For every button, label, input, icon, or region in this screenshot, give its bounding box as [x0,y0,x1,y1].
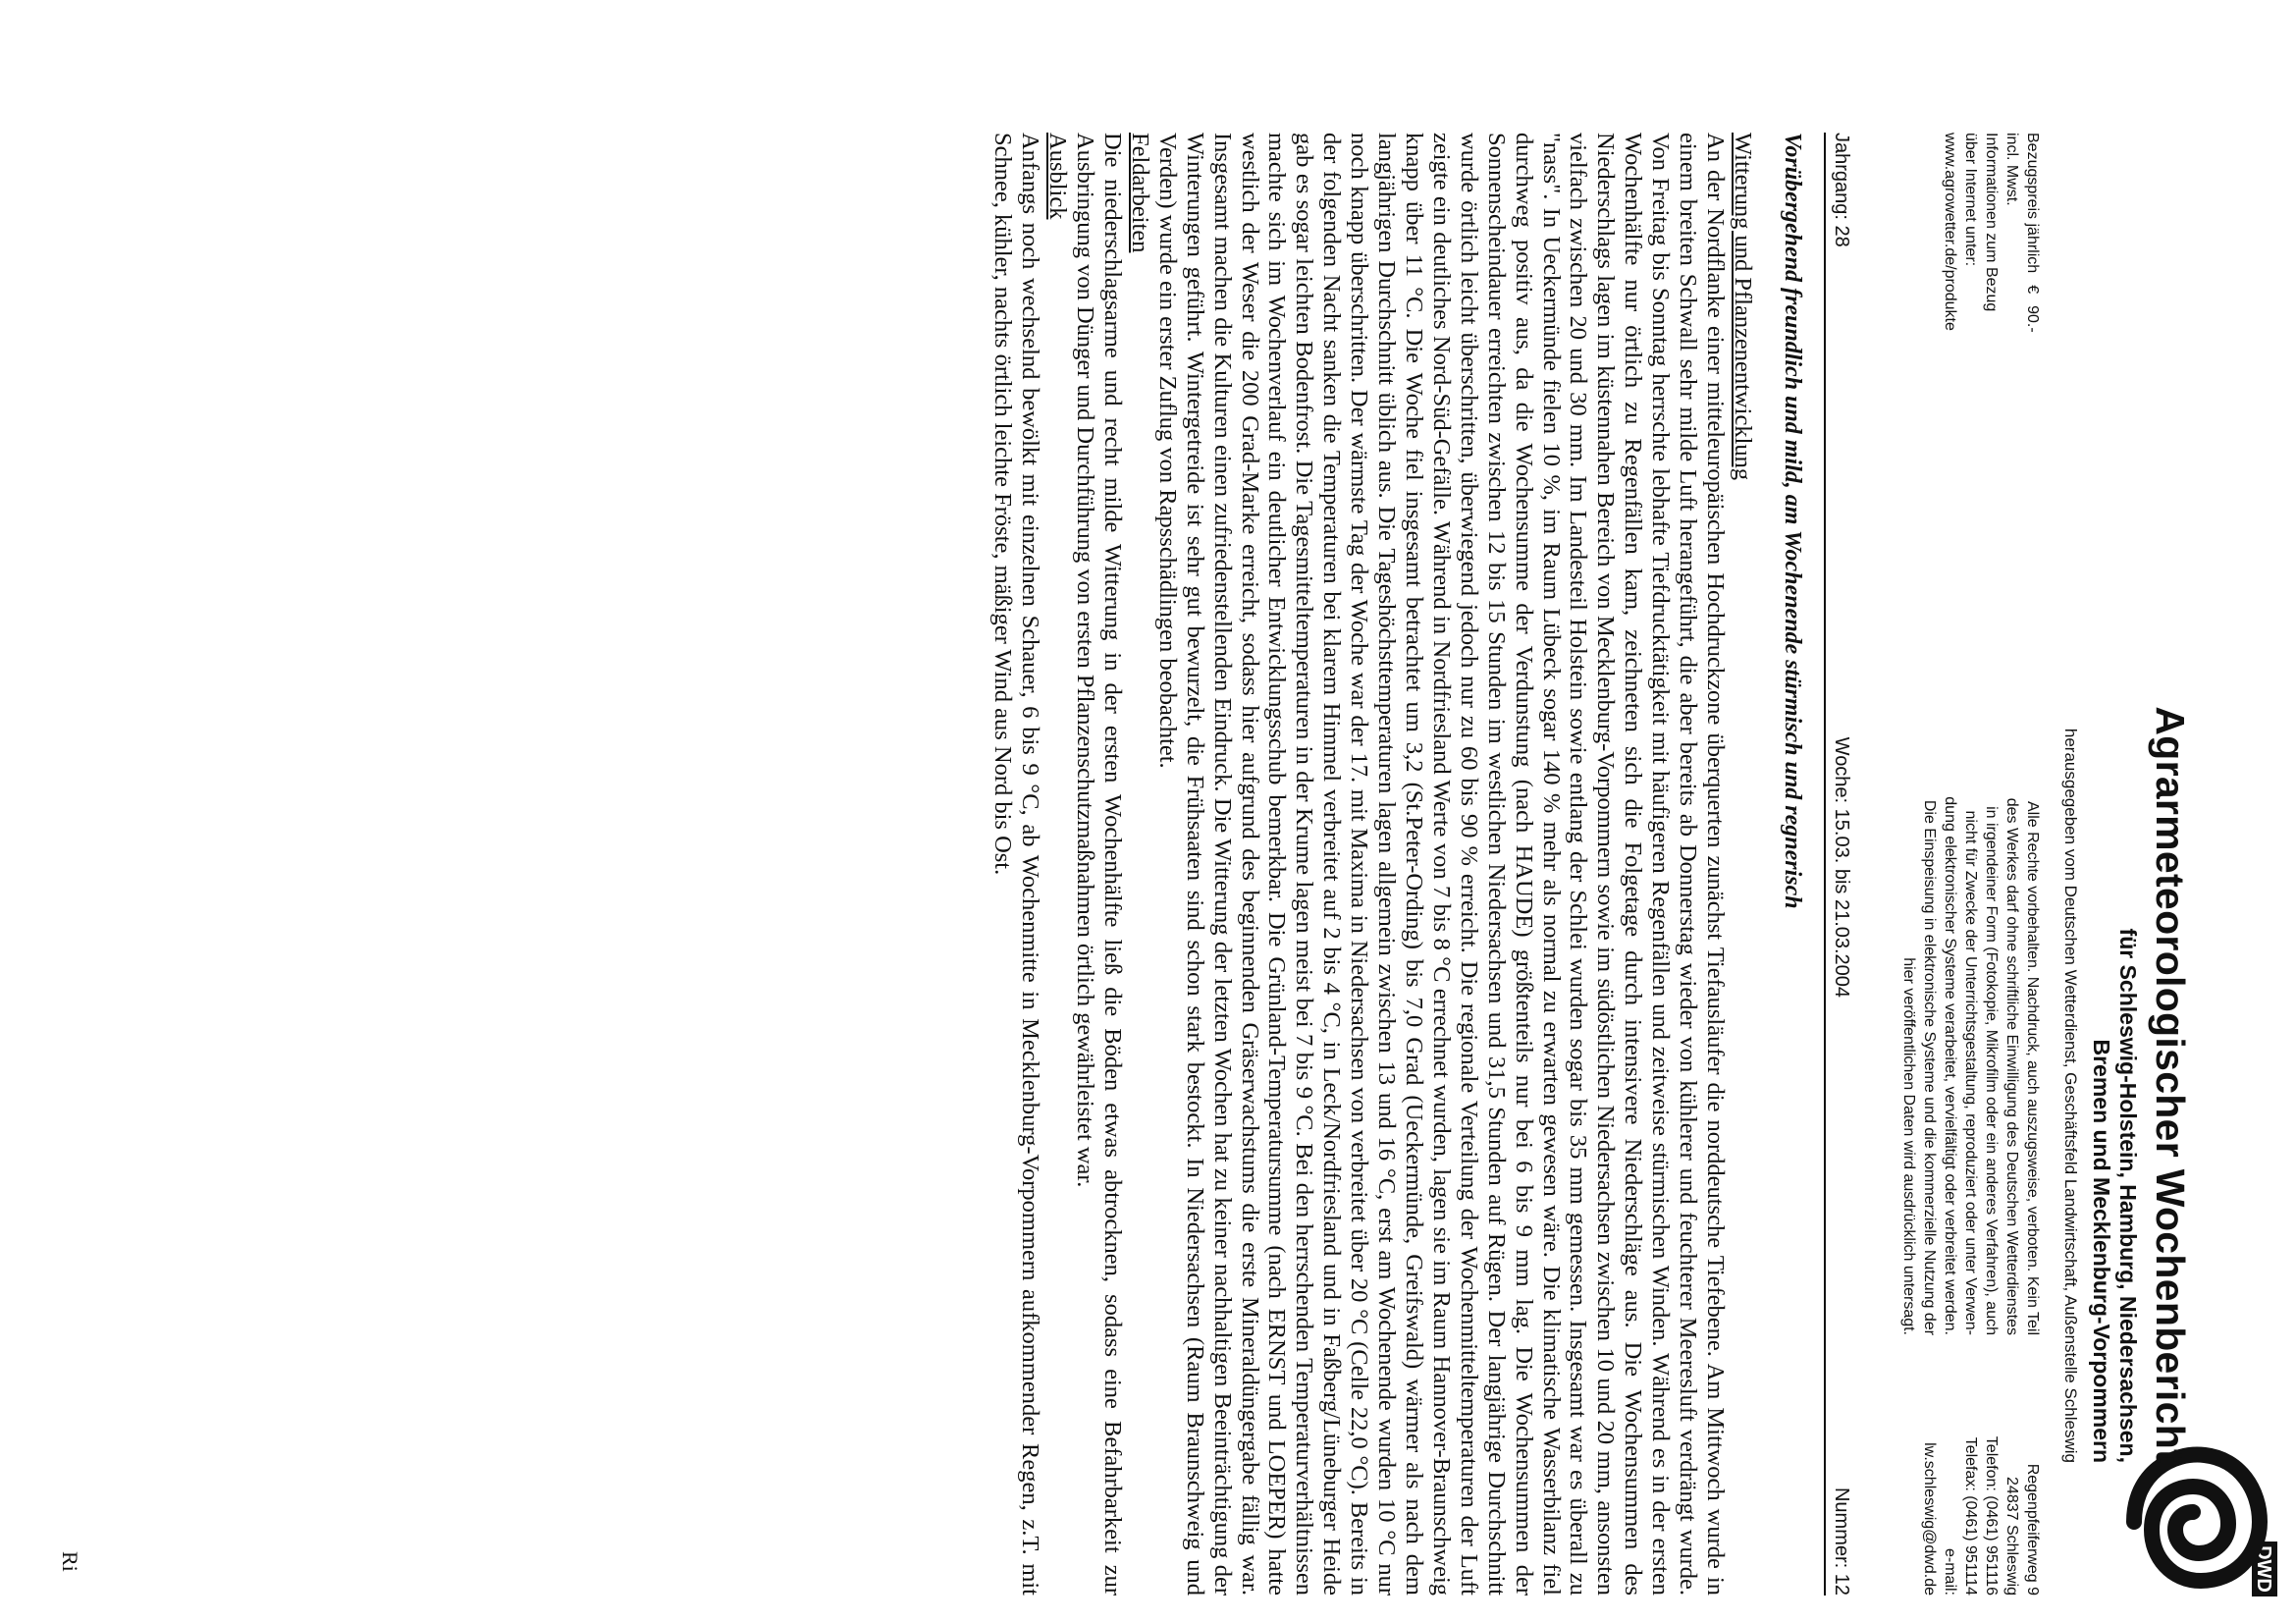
logo-text: DWD [2253,1545,2274,1593]
price-tax: incl. Mwst. [2003,133,2020,206]
address-street: Regenpfeiferweg 9 [2024,1463,2041,1596]
subtitle-line-1: für Schleswig-Holstein, Hamburg, Niedersachsen, [2115,928,2141,1463]
address-email-label: e-mail: [1942,1547,1958,1596]
rights-line: hier veröffentlichen Daten wird ausdrücklich untersagt. [1900,957,1917,1335]
address-block [1919,1335,2043,1596]
rights-line: des Werkes darf ohne schriftliche Einwilligung des Deutschen Wetterdienstes [2003,797,2020,1335]
info-line-2: über Internet unter: [1962,133,1979,267]
rights-line: Alle Rechte vorbehalten. Nachdruck, auch auszugsweise, verboten. Kein Teil [2024,800,2041,1335]
report-subtitle [2088,39,2141,1463]
price-row [2022,133,2043,417]
report-body [988,133,1756,1596]
section-heading-fieldwork: Feldarbeiten [1126,133,1153,253]
section-text-outlook: Anfangs noch wechselnd bewölkt mit einzelnen Schauer, 6 bis 9 °C, ab Wochenmitte in Mecklenburg-Vorpommern aufkommender Regen, z.T. mit Schnee, kühler, nachts örtlich leichte Fröste, mäßiger Wind aus Nord bis Ost. [989,133,1044,1596]
price-currency: € [2024,285,2041,295]
report-headline: Vorübergehend freundlich und mild, am Wochenende stürmisch und regnerisch [1780,133,1805,909]
publisher-line: herausgegeben vom Deutschen Wetterdienst, Geschäftsfeld Landwirtschaft, Außenstelle Schleswig [2061,728,2080,1463]
rights-line: in irgendeiner Form (Fotokopie, Mikrofilm oder ein anderes Verfahren), auch [1983,806,2000,1335]
section-text-fieldwork: Die niederschlagsarme und recht milde Witterung in der ersten Wochenhälfte ließ die Böden etwas abtrocknen, sodass eine Befahrbarkeit zur Ausbringung von Dünger und Durchführung von ersten Pflanzenschutzmaßnahmen örtlich gewährleistet war. [1072,133,1126,1596]
report-title: Agrarmeteorologischer Wochenbericht [2148,706,2193,1463]
issue-number: Nummer: 12 [1831,1487,1852,1596]
price-amount: 90.- [2024,305,2041,333]
page-mark: Ri [58,1551,82,1572]
price-label: Bezugspreis jährlich [2024,133,2041,274]
week-label: Woche: 15.03. bis 21.03.2004 [1831,736,1852,999]
issue-meta-bar [1824,133,1852,1596]
address-email[interactable]: lw.schleswig@dwd.de [1921,1442,1938,1596]
info-line-1: Informationen zum Bezug [1983,133,2000,312]
rights-line: dung elektronischer Systeme verarbeitet, vervielfältigt oder verbreitet werden. [1942,796,1958,1335]
address-city: 24837 Schleswig [2003,1477,2020,1596]
product-url[interactable]: www.agrowetter.de/produkte [1942,133,1958,331]
volume-label: Jahrgang: 28 [1831,133,1852,247]
section-heading-weather: Witterung und Pflanzenentwicklung [1730,133,1756,481]
subtitle-line-2: Bremen und Mecklenburg-Vorpommern [2089,1039,2114,1463]
address-fax: Telefax: (0461) 951114 [1962,1436,1979,1596]
section-heading-outlook: Ausblick [1044,133,1072,220]
section-text-weather: An der Nordflanke einer mitteleuropäischen Hochdruckzone überquerten zunächst Tiefausläufer die norddeutsche Tiefebene. Am Mittwoch wurde in einem breiten Schwall sehr milde Luft herangeführt, die aber bereits ab Donnerstag wieder von kühlerer und feuchterer Meeresluft verdrängt wurde. Von Freitag bis Sonntag herrschte lebhafte Tiefdrucktätigkeit mit häufigeren Regenfällen und zeitweise stürmischen Winden. Während es in der ersten Wochenhälfte nur örtlich zu Regenfällen kam, zeichneten sich die Folgetage durch intensivere Niederschläge aus. Die Wochensummen des Niederschlags lagen im küstennahen Bereich von Mecklenburg-Vorpommern sowie im südöstlichen Niedersachsen zwischen 10 und 20 mm, ansonsten vielfach zwischen 20 und 30 mm. Im Landesteil Holstein sowie entlang der Schlei wurden sogar bis 35 mm gemessen. Insgesamt war es überall zu "nass". In Ueckermünde fielen 10 %, im Raum Lübeck sogar 140 % mehr als normal zu erwarten gewesen wäre. Die klimatische Wasserbilanz fiel durchweg positiv aus, da die Wochensumme der Verdunstung (nach HAUDE) größtenteils nur bei 6 bis 9 mm lag. Die Wochensummen der Sonnenscheindauer erreichten zwischen 12 bis 15 Stunden im westlichen Niedersachsen und 31,5 Stunden auf Rügen. Der langjährige Durchschnitt wurde örtlich leicht überschritten, überwiegend jedoch nur zu 60 bis 90 % erreicht. Die regionale Verteilung der Wochenmitteltemperaturen der Luft zeigte ein deutliches Nord-Süd-Gefälle. Während in Nordfriesland Werte von 7 bis 8 °C errechnet wurden, lagen sie im Raum Hannover-Braunschweig knapp über 11 °C. Die Woche fiel insgesamt betrachtet um 3,2 (St.Peter-Ording) bis 7,0 Grad (Ueckermünde, Greifswald) wärmer als nach dem langjährigen Durchschnitt üblich aus. Die Tageshöchsttemperaturen lagen allgemein zwischen 13 und 16 °C, erst am Wochenende wurden 10 °C nur noch knapp überschritten. Der wärmste Tag der Woche war der 17. mit Maxima in Niedersachsen von verbreitet über 20 °C (Celle 22,0 °C). Bereits in der folgenden Nacht sanken die Temperaturen bei klarem Himmel verbreitet auf 2 bis 4 °C, in Leck/Nordfriesland und in Faßberg/Lüneburger Heide gab es sogar leichten Bodenfrost. Die Tagesmitteltemperaturen in der Krume lagen meist bei 7 bis 9 °C. Bei den herrschenden Temperaturverhältnissen machte sich im Wochenverlauf ein deutlicher Entwicklungsschub bemerkbar. Die Grünland-Temperatursumme (nach ERNST und LOEPER) hatte westlich der Weser die 200 Grad-Marke erreicht, sodass hier aufgrund des beginnenden Gräserwachstums die erste Mineraldüngergabe fällig war. Insgesamt machen die Kulturen einen zufriedenstellenden Eindruck. Die Witterung der letzten Wochen hat zu keiner nachhaltigen Beeinträchtigung der Winterungen geführt. Wintergetreide ist sehr gut bewurzelt, die Frühsaaten sind schon stark bestockt. In Niedersachsen (Raum Braunschweig und Verden) wurde ein erster Zuflug von Rapsschädlingen beobachtet. [1153,133,1729,1596]
dwd-logo [2124,1443,2281,1600]
rights-line: nicht für Zwecke der Unterrichtsgestaltung, reproduziert oder unter Verwen- [1962,810,1979,1335]
rights-line: Die Einspeisung in elektronische Systeme und die kommerzielle Nutzung der [1921,799,1938,1335]
copyright-notice [1898,412,2043,1335]
address-phone: Telefon: (0461) 951116 [1983,1435,2000,1596]
subscription-info [1940,133,2043,417]
